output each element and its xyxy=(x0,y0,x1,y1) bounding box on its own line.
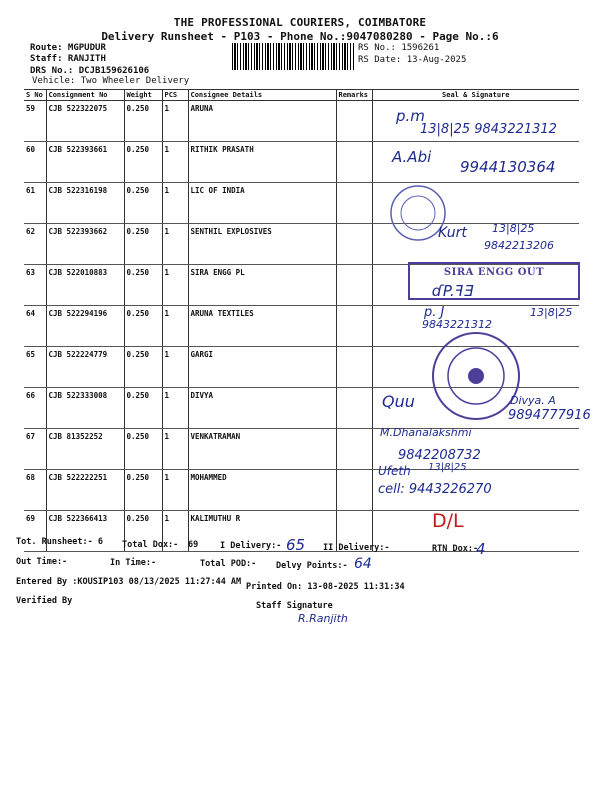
row-remarks xyxy=(336,224,372,265)
row-consignment-no: CJB 522366413 xyxy=(46,511,124,552)
row-pcs: 1 xyxy=(162,224,188,265)
col-sno: S No xyxy=(24,90,46,101)
row-consignee: LIC OF INDIA xyxy=(188,183,336,224)
handwriting-r67-phone: 9842208732 xyxy=(398,448,481,463)
row-consignee: DIVYA xyxy=(188,388,336,429)
row-pcs: 1 xyxy=(162,511,188,552)
row-sno: 63 xyxy=(24,265,46,306)
total-dox-value: 69 xyxy=(188,540,199,550)
row-consignee: SENTHIL EXPLOSIVES xyxy=(188,224,336,265)
row-consignment-no: CJB 522322075 xyxy=(46,101,124,142)
tot-runsheet: Tot. Runsheet:- 6 xyxy=(16,537,103,547)
handwriting-r59: 13|8|25 9843221312 xyxy=(420,122,557,137)
table-row xyxy=(24,470,579,511)
handwriting-r64-phone: 9843221312 xyxy=(422,318,492,331)
row-sno: 66 xyxy=(24,388,46,429)
row-pcs: 1 xyxy=(162,265,188,306)
in-time-label: In Time:- xyxy=(110,558,157,568)
row-sno: 67 xyxy=(24,429,46,470)
rtn-dox-value: 4 xyxy=(476,540,486,558)
row-consignment-no: CJB 522224779 xyxy=(46,347,124,388)
row-sno: 68 xyxy=(24,470,46,511)
row-weight: 0.250 xyxy=(124,142,162,183)
row-consignment-no: CJB 81352252 xyxy=(46,429,124,470)
row-pcs: 1 xyxy=(162,347,188,388)
handwriting-r60-name: A.Abi xyxy=(392,148,432,166)
signature-r62: Kurt xyxy=(438,225,467,241)
row-consignment-no: CJB 522393662 xyxy=(46,224,124,265)
col-pcs: PCS xyxy=(162,90,188,101)
row-remarks xyxy=(336,101,372,142)
row-remarks xyxy=(336,347,372,388)
row-sno: 59 xyxy=(24,101,46,142)
signature-r68: Ufeth xyxy=(378,464,411,478)
signature-r64: p. J xyxy=(424,305,445,320)
row-consignment-no: CJB 522222251 xyxy=(46,470,124,511)
row-pcs: 1 xyxy=(162,388,188,429)
row-weight: 0.250 xyxy=(124,511,162,552)
row-sno: 62 xyxy=(24,224,46,265)
handwriting-r67-name: M.Dhanalakshmi xyxy=(380,426,472,439)
verified-by: Verified By xyxy=(16,596,73,606)
rs-number: RS No.: 1596261 xyxy=(358,43,440,53)
out-time-label: Out Time:- xyxy=(16,557,68,567)
row-consignee: GARGI xyxy=(188,347,336,388)
dl-mark: D/L xyxy=(432,510,464,532)
row-remarks xyxy=(336,265,372,306)
row-consignee: ARUNA xyxy=(188,101,336,142)
row-weight: 0.250 xyxy=(124,306,162,347)
delvy-points-value: 64 xyxy=(354,556,372,572)
row-consignee: ARUNA TEXTILES xyxy=(188,306,336,347)
total-dox-label: Total Dox:- xyxy=(122,540,179,550)
row-pcs: 1 xyxy=(162,101,188,142)
row-pcs: 1 xyxy=(162,142,188,183)
handwriting-r66-name: Divya. A xyxy=(510,394,556,407)
row-pcs: 1 xyxy=(162,470,188,511)
total-pod-label: Total POD:- xyxy=(200,559,257,569)
barcode-image xyxy=(232,43,354,70)
row-weight: 0.250 xyxy=(124,265,162,306)
rs-date: RS Date: 13-Aug-2025 xyxy=(358,55,467,65)
row-pcs: 1 xyxy=(162,183,188,224)
row-sno: 61 xyxy=(24,183,46,224)
col-remarks: Remarks xyxy=(336,90,372,101)
printed-on: Printed On: 13-08-2025 11:31:34 xyxy=(246,582,405,592)
signature-r63: ɗP.ꟻƎ xyxy=(432,282,473,300)
row-consignment-no: CJB 522333008 xyxy=(46,388,124,429)
row-remarks xyxy=(336,470,372,511)
handwriting-r68-phone: cell: 9443226270 xyxy=(378,482,492,497)
signature-p: p.m xyxy=(396,107,425,125)
row-consignee: VENKATRAMAN xyxy=(188,429,336,470)
handwriting-r68-date: 13|8|25 xyxy=(428,462,467,473)
row-consignee: RITHIK PRASATH xyxy=(188,142,336,183)
signature-r66: Quu xyxy=(382,392,415,411)
row-sno: 69 xyxy=(24,511,46,552)
staff-signature-label: Staff Signature xyxy=(256,601,333,611)
delvy-points-label: Delvy Points:- xyxy=(276,561,348,571)
row-remarks xyxy=(336,388,372,429)
col-consignee: Consignee Details xyxy=(188,90,336,101)
row-pcs: 1 xyxy=(162,429,188,470)
row-weight: 0.250 xyxy=(124,101,162,142)
table-row xyxy=(24,429,579,470)
i-delivery-label: I Delivery:- xyxy=(220,541,282,551)
row-sno: 64 xyxy=(24,306,46,347)
row-sno: 60 xyxy=(24,142,46,183)
row-consignment-no: CJB 522393661 xyxy=(46,142,124,183)
row-pcs: 1 xyxy=(162,306,188,347)
drs-number: DRS No.: DCJB159626106 xyxy=(30,66,150,76)
i-delivery-value: 65 xyxy=(286,536,306,554)
col-seal-signature: Seal & Signature xyxy=(372,90,579,101)
row-remarks xyxy=(336,183,372,224)
row-consignee: SIRA ENGG PL xyxy=(188,265,336,306)
row-consignment-no: CJB 522316198 xyxy=(46,183,124,224)
staff: Staff: RANJITH xyxy=(30,54,106,64)
row-remarks xyxy=(336,306,372,347)
ii-delivery-label: II Delivery:- xyxy=(323,543,390,553)
row-weight: 0.250 xyxy=(124,224,162,265)
table-row xyxy=(24,183,579,224)
row-consignee: MOHAMMED xyxy=(188,470,336,511)
handwriting-r62-date: 13|8|25 xyxy=(492,222,535,235)
row-consignee: KALIMUTHU R xyxy=(188,511,336,552)
row-weight: 0.250 xyxy=(124,347,162,388)
row-weight: 0.250 xyxy=(124,470,162,511)
runsheet-subtitle: Delivery Runsheet - P103 - Phone No.:9047080280 - Page No.:6 xyxy=(101,30,499,43)
entered-by: Entered By :KOUSIP103 08/13/2025 11:27:44 AM xyxy=(16,577,242,587)
row-sno: 65 xyxy=(24,347,46,388)
table-header xyxy=(24,90,579,101)
row-weight: 0.250 xyxy=(124,183,162,224)
handwriting-r66-phone: 9894777916 xyxy=(508,408,591,423)
row-weight: 0.250 xyxy=(124,388,162,429)
row-remarks xyxy=(336,142,372,183)
row-remarks xyxy=(336,429,372,470)
vehicle: Vehicle: Two Wheeler Delivery xyxy=(32,76,190,86)
col-weight: Weight xyxy=(124,90,162,101)
row-consignment-no: CJB 522010883 xyxy=(46,265,124,306)
rtn-dox-label: RTN Dox:- xyxy=(432,544,479,554)
staff-signature-mark: R.Ranjith xyxy=(298,612,348,625)
row-consignment-no: CJB 522294196 xyxy=(46,306,124,347)
stamp-sira-text: SIRA ENGG OUT xyxy=(443,267,545,278)
col-consignment: Consignment No xyxy=(46,90,124,101)
handwriting-r60-phone: 9944130364 xyxy=(460,158,556,176)
handwriting-r64-date: 13|8|25 xyxy=(530,306,573,319)
company-title: THE PROFESSIONAL COURIERS, COIMBATORE xyxy=(173,16,427,29)
row-weight: 0.250 xyxy=(124,429,162,470)
route: Route: MGPUDUR xyxy=(30,43,106,53)
handwriting-r62-phone: 9842213206 xyxy=(484,239,554,252)
